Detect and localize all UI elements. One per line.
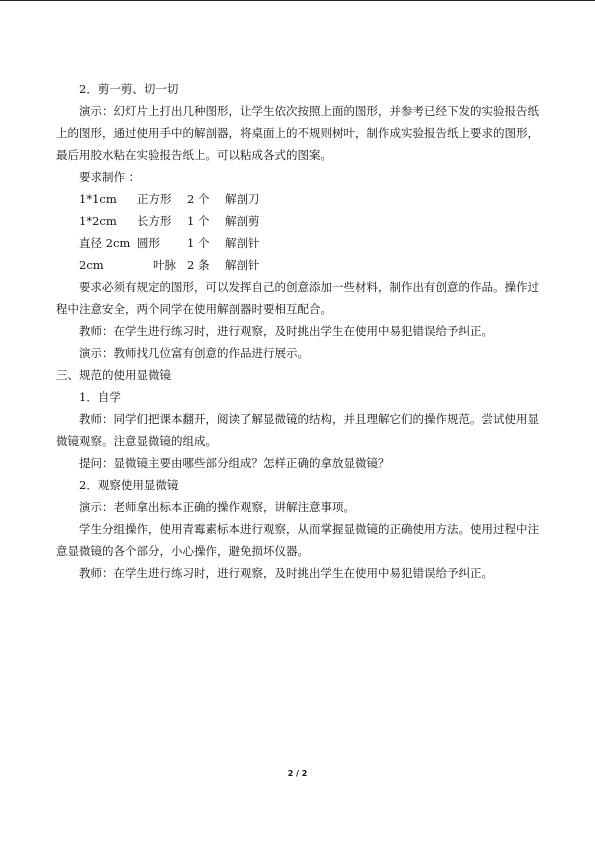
req-size: 1*1cm xyxy=(79,192,117,206)
requirement-row xyxy=(56,232,539,254)
req-shape: 正方形 xyxy=(137,192,172,206)
requirement-row xyxy=(56,254,539,276)
teacher-paragraph: 教师：同学们把课本翻开，阅读了解显微镜的结构，并且理解它们的操作规范。尝试使用显微镜观察。注意显微镜的组成。 xyxy=(56,412,539,448)
requirement-row xyxy=(56,188,539,210)
document-body xyxy=(56,78,539,584)
teacher-paragraph: 教师：在学生进行练习时，进行观察，及时挑出学生在使用中易犯错误给予纠正。 xyxy=(79,566,493,580)
req-tool: 解剖刀 xyxy=(225,192,260,206)
group-paragraph: 学生分组操作，使用青霉素标本进行观察，从而掌握显微镜的正确使用方法。使用过程中注意显微镜的各个部分，小心操作，避免损坏仪器。 xyxy=(56,522,539,558)
page-number: 2 / 2 xyxy=(287,769,308,778)
section-2-heading: 2．剪一剪、切一切 xyxy=(79,82,179,96)
req-tool: 解剖针 xyxy=(225,258,260,272)
demo-paragraph: 演示：教师找几位富有创意的作品进行展示。 xyxy=(79,346,309,360)
req-qty: 1 个 xyxy=(187,236,210,250)
section-3-heading: 三、规范的使用显微镜 xyxy=(56,368,171,382)
req-tool: 解剖针 xyxy=(225,236,260,250)
req-shape: 长方形 xyxy=(137,214,172,228)
req-shape: 叶脉 xyxy=(153,258,176,272)
teacher-paragraph: 教师：在学生进行练习时，进行观察，及时挑出学生在使用中易犯错误给予纠正。 xyxy=(79,324,493,338)
req-qty: 2 条 xyxy=(187,258,210,272)
requirement-note: 要求必须有规定的图形，可以发挥自己的创意添加一些材料，制作出有创意的作品。操作过程中注意安全，两个同学在使用解剖器时要相互配合。 xyxy=(56,280,539,316)
req-tool: 解剖剪 xyxy=(225,214,260,228)
req-size: 2cm xyxy=(79,258,104,272)
demo-paragraph: 演示：老师拿出标本正确的操作观察，讲解注意事项。 xyxy=(79,500,355,514)
demo-paragraph: 演示：幻灯片上打出几种图形，让学生依次按照上面的图形，并参考已经下发的实验报告纸上的图形，通过使用手中的解剖器，将桌面上的不规则树叶，制作成实验报告纸上要求的图形，最后用胶水粘在实验报告纸上。可以粘成各式的图案。 xyxy=(56,104,539,162)
subsection-heading: 2．观察使用显微镜 xyxy=(79,478,179,492)
subsection-heading: 1．自学 xyxy=(79,390,121,404)
req-size: 直径 2cm xyxy=(79,236,131,250)
top-border-line xyxy=(0,0,595,1)
req-qty: 1 个 xyxy=(187,214,210,228)
req-shape: 圆形 xyxy=(137,236,160,250)
req-size: 1*2cm xyxy=(79,214,117,228)
question-paragraph: 提问：显微镜主要由哪些部分组成？怎样正确的拿放显微镜？ xyxy=(79,456,390,470)
requirement-row xyxy=(56,210,539,232)
req-qty: 2 个 xyxy=(187,192,210,206)
requirements-title: 要求制作 ： xyxy=(79,170,141,184)
